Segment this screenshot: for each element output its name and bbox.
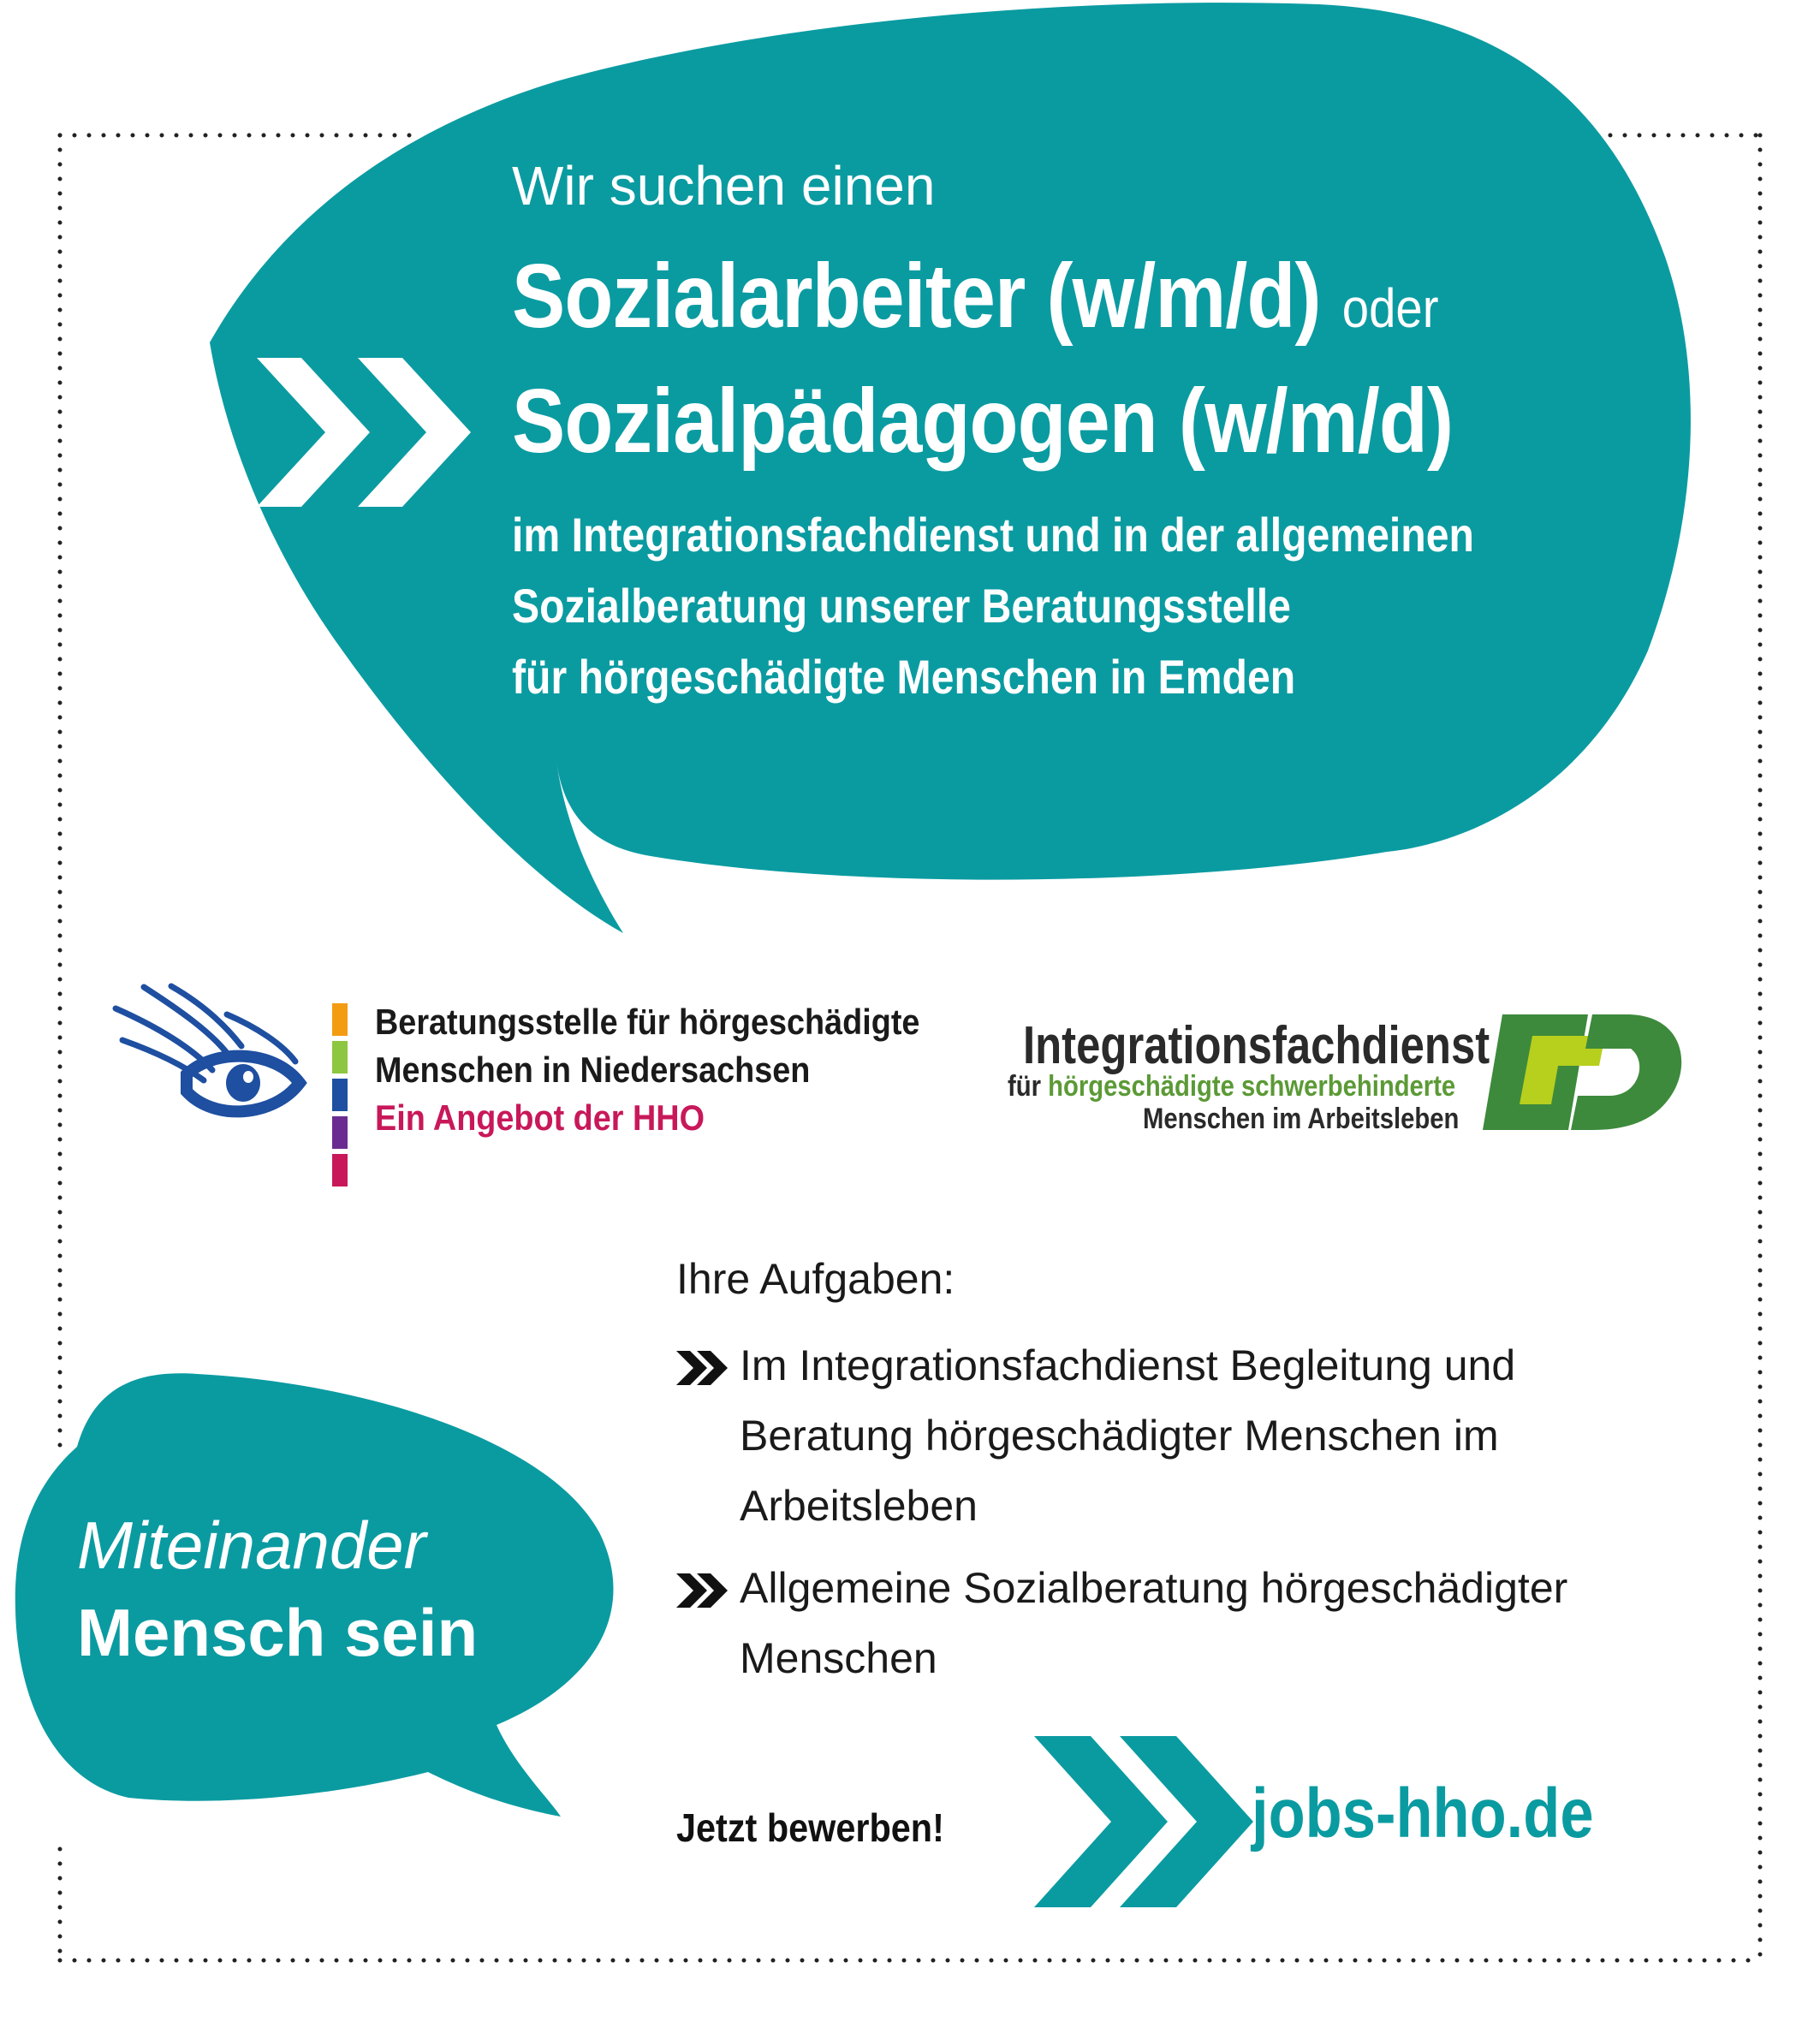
eye-hand-icon [116,986,300,1111]
tasks-title: Ihre Aufgaben: [676,1255,955,1303]
task-item-2-line: Menschen [740,1634,937,1682]
headline-sub-2: Sozialberatung unserer Beratungsstelle [512,579,1291,633]
logo-ifd-line2 [1008,1070,1455,1103]
logo-color-bar [332,1041,348,1073]
logo-ifd-title: Integrationsfachdienst [1023,1016,1490,1075]
jobs-link[interactable]: jobs-hho.de [1252,1775,1594,1853]
task-item-2-line: Allgemeine Sozialberatung hörgeschädigter [740,1564,1568,1612]
slogan-line1: Miteinander [77,1508,426,1583]
headline-connector: oder [1341,277,1439,339]
slogan-line2: Mensch sein [77,1595,479,1670]
logo-ifd-line3: Menschen im Arbeitsleben [1143,1103,1460,1135]
logo-beratungsstelle-line3: Ein Angebot der HHO [375,1097,705,1138]
task-bullet-icon [676,1573,728,1608]
headline-sub-3: für hörgeschädigte Menschen in Emden [512,650,1296,704]
headline-title-1-text: Sozialarbeiter (w/m/d) [512,246,1321,347]
logo-color-bar [332,1116,348,1149]
headline-title-1 [512,245,1438,348]
task-bullet-icon [676,1351,728,1385]
task-item-1-line: Im Integrationsfachdienst Begleitung und [740,1341,1516,1389]
task-item-1-line: Arbeitsleben [740,1482,978,1530]
logo-ifd-line2-prefix: für [1008,1070,1041,1103]
headline-intro: Wir suchen einen [512,155,936,217]
headline-title-2: Sozialpädagogen (w/m/d) [512,371,1454,472]
logo-beratungsstelle-line1: Beratungsstelle für hörgeschädigte [375,1002,920,1042]
logo-color-bar [332,1154,348,1186]
logo-color-bar [332,1003,348,1036]
ifd-logo-icon [1483,1014,1681,1130]
logo-beratungsstelle-line2: Menschen in Niedersachsen [375,1050,811,1090]
apply-now-label: Jetzt bewerben! [676,1805,944,1850]
task-item-1-line: Beratung hörgeschädigter Menschen im [740,1412,1499,1460]
logo-color-bar [332,1079,348,1111]
logo-ifd-line2-highlight: hörgeschädigte schwerbehinderte [1048,1070,1456,1103]
headline-sub-1: im Integrationsfachdienst und in der allgemeinen [512,508,1474,562]
